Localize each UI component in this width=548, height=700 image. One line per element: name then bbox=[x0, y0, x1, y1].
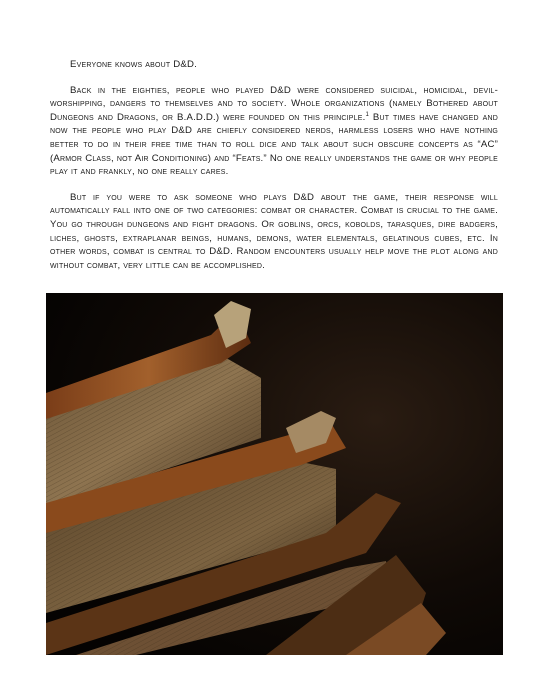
paragraph-2: But if you were to ask someone who plays D&D about the game, their response will automatically fall into one of two categories: combat or character. Combat is crucial to the game. You go through dungeons and fight dragons. Or goblins, orcs, kobolds, tarasques, dire badgers, liches, ghosts, extraplanar beings, humans, demons, water elementals, gelatinous cubes, etc. In other words, combat is central to D&D. Random encounters usually help move the plot along and without combat, very little can be accomplished. bbox=[50, 191, 498, 271]
intro-line: Everyone knows about D&D. bbox=[70, 59, 197, 70]
paragraph-1-text-b: But times have changed and now the people who play D&D are chiefly considered nerds, harmless losers who have nothing better to do in their free time than to roll dice and talk about such obscure concepts as “AC” (Armor Class, not Air Conditioning) and “Feats.” No one really understands the game or why people play it and frankly, no one really cares. bbox=[50, 111, 498, 178]
old-books-photo bbox=[46, 293, 503, 655]
footnote-marker: 1 bbox=[365, 111, 370, 118]
books-illustration bbox=[46, 293, 503, 655]
body-text bbox=[50, 58, 498, 284]
paragraph-1-text-a: Back in the eighties, people who played D&D were considered suicidal, homicidal, devil-worshipping, dangers to themselves and to society. Whole organizations (namely Bothered about Dungeons and Dragons, or B.A.D.D.) were founded on this principle. bbox=[50, 84, 498, 123]
paragraph-1 bbox=[50, 84, 498, 179]
